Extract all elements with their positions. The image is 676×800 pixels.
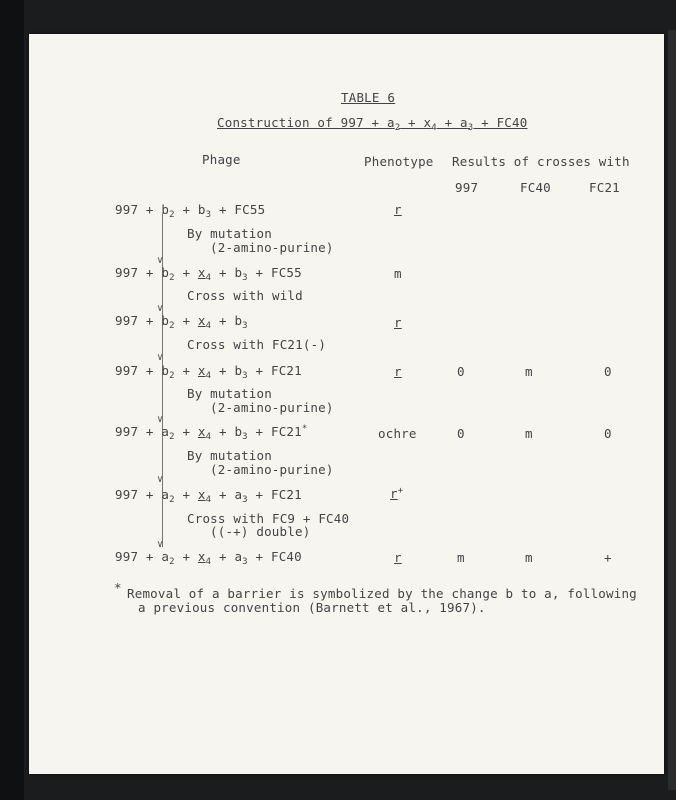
result-row-5-fc21: 0 xyxy=(604,426,612,441)
step-1-line-2: (2-amino-purine) xyxy=(210,240,334,255)
result-row-7-fc40: m xyxy=(525,550,533,565)
phenotype-row-4: r xyxy=(394,364,402,379)
header-col-fc21: FC21 xyxy=(589,180,620,195)
result-row-4-fc40: m xyxy=(525,364,533,379)
arrow-down-icon: ∨ xyxy=(157,352,164,363)
scan-left-edge xyxy=(0,0,24,800)
arrow-down-icon: ∨ xyxy=(157,539,164,550)
phage-row-7: $997 + a_2 + x_4 + a_3 + FC40$ xyxy=(115,549,302,567)
arrow-down-icon: ∨ xyxy=(157,414,164,425)
result-row-4-997: 0 xyxy=(457,364,465,379)
step-5-line-1: By mutation xyxy=(187,448,272,463)
document-page xyxy=(29,34,664,774)
step-1-line-1: By mutation xyxy=(187,226,272,241)
phenotype-row-1: r xyxy=(394,202,402,217)
step-3-line-1: Cross with FC21(-) xyxy=(187,337,327,352)
footnote-line-1: Removal of a barrier is symbolized by the change b to a, following xyxy=(127,586,637,601)
step-2-line-1: Cross with wild xyxy=(187,288,303,303)
scan-right-edge xyxy=(668,30,676,790)
phage-row-6: $997 + a_2 + x_4 + a_3 + FC21$ xyxy=(115,487,302,505)
phenotype-row-2: m xyxy=(394,266,402,281)
phenotype-row-7: r xyxy=(394,550,402,565)
header-phage: Phage xyxy=(202,152,241,167)
table-subtitle: Construction of $997 + a_2 + x_4 + a_3 + FC40$ xyxy=(217,115,528,133)
header-results: Results of crosses with xyxy=(452,154,630,169)
arrow-down-icon: ∨ xyxy=(157,255,164,266)
phage-row-3: $997 + b_2 + x_4 + b_3$ xyxy=(115,313,248,331)
step-4-line-2: (2-amino-purine) xyxy=(210,400,334,415)
result-row-4-fc21: 0 xyxy=(604,364,612,379)
step-4-line-1: By mutation xyxy=(187,386,272,401)
result-row-5-997: 0 xyxy=(457,426,465,441)
phenotype-row-5: ochre xyxy=(378,426,417,441)
step-5-line-2: (2-amino-purine) xyxy=(210,462,334,477)
table-title: TABLE 6 xyxy=(341,90,396,105)
phenotype-row-3: r xyxy=(394,315,402,330)
step-6-line-2: ((-+) double) xyxy=(210,524,311,539)
header-col-fc40: FC40 xyxy=(520,180,551,195)
step-6-line-1: Cross with FC9 + FC40 xyxy=(187,511,350,526)
result-row-7-997: m xyxy=(457,550,465,565)
result-row-5-fc40: m xyxy=(525,426,533,441)
phage-row-2: $997 + b_2 + x_4 + b_3 + FC55$ xyxy=(115,265,302,283)
arrow-down-icon: ∨ xyxy=(157,303,164,314)
footnote-line-2: a previous convention (Barnett et al., 1967). xyxy=(138,600,486,615)
phage-row-4: $997 + b_2 + x_4 + b_3 + FC21$ xyxy=(115,363,302,381)
result-row-7-fc21: + xyxy=(604,550,612,565)
footnote-mark: * xyxy=(114,580,122,595)
header-col-997: 997 xyxy=(455,180,479,195)
header-phenotype: Phenotype xyxy=(364,154,434,169)
phage-row-1: $997 + b_2 + b_3 + FC55$ xyxy=(115,202,266,220)
arrow-down-icon: ∨ xyxy=(157,474,164,485)
phenotype-row-6: r+ xyxy=(390,486,404,501)
phage-row-5: $997 + a_2 + x_4 + b_3 + FC21^*$ xyxy=(115,424,308,442)
